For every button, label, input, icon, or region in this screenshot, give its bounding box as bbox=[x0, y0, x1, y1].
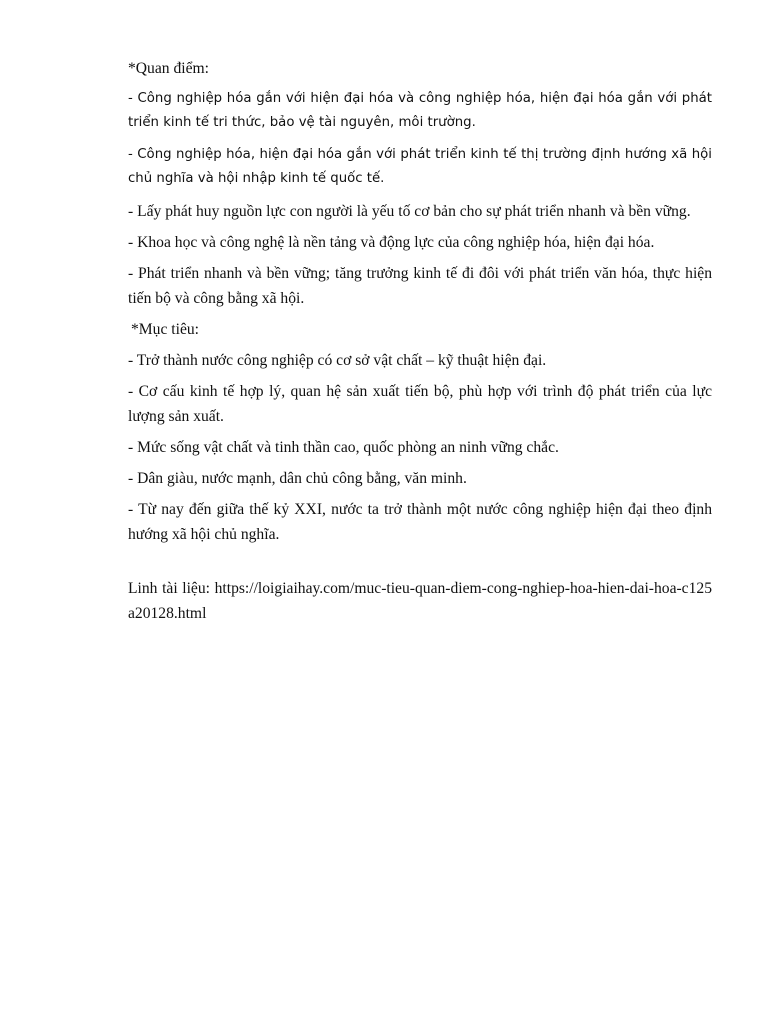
quan-diem-item-2: - Công nghiệp hóa, hiện đại hóa gắn với phát triển kinh tế thị trường định hướng xã hội chủ nghĩa và hội nhập kinh tế quốc tế. bbox=[128, 147, 712, 186]
muc-tieu-item-3: - Mức sống vật chất và tinh thần cao, quốc phòng an ninh vững chắc. bbox=[128, 439, 559, 456]
quan-diem-heading: *Quan điểm: bbox=[128, 60, 209, 77]
muc-tieu-item-2: - Cơ cấu kinh tế hợp lý, quan hệ sản xuất tiến bộ, phù hợp với trình độ phát triển của lực lượng sản xuất. bbox=[128, 383, 712, 425]
muc-tieu-item-1: - Trở thành nước công nghiệp có cơ sở vật chất – kỹ thuật hiện đại. bbox=[128, 352, 547, 369]
document-page bbox=[128, 56, 712, 626]
muc-tieu-heading: *Mục tiêu: bbox=[131, 321, 199, 338]
quan-diem-item-4: - Khoa học và công nghệ là nền tảng và động lực của công nghiệp hóa, hiện đại hóa. bbox=[128, 234, 655, 251]
muc-tieu-item-4: - Dân giàu, nước mạnh, dân chủ công bằng, văn minh. bbox=[128, 470, 467, 487]
source-link[interactable]: Linh tài liệu: https://loigiaihay.com/muc-tieu-quan-diem-cong-nghiep-hoa-hien-dai-hoa-c125a20128.html bbox=[128, 580, 712, 622]
quan-diem-item-5: - Phát triển nhanh và bền vững; tăng trưởng kinh tế đi đôi với phát triển văn hóa, thực hiện tiến bộ và công bằng xã hội. bbox=[128, 265, 712, 307]
muc-tieu-item-5: - Từ nay đến giữa thế kỷ XXI, nước ta trở thành một nước công nghiệp hiện đại theo định hướng xã hội chủ nghĩa. bbox=[128, 501, 712, 543]
quan-diem-item-3: - Lấy phát huy nguồn lực con người là yếu tố cơ bản cho sự phát triển nhanh và bền vững. bbox=[128, 203, 691, 220]
quan-diem-item-1: - Công nghiệp hóa gắn với hiện đại hóa và công nghiệp hóa, hiện đại hóa gắn với phát triển kinh tế tri thức, bảo vệ tài nguyên, môi trường. bbox=[128, 91, 712, 130]
